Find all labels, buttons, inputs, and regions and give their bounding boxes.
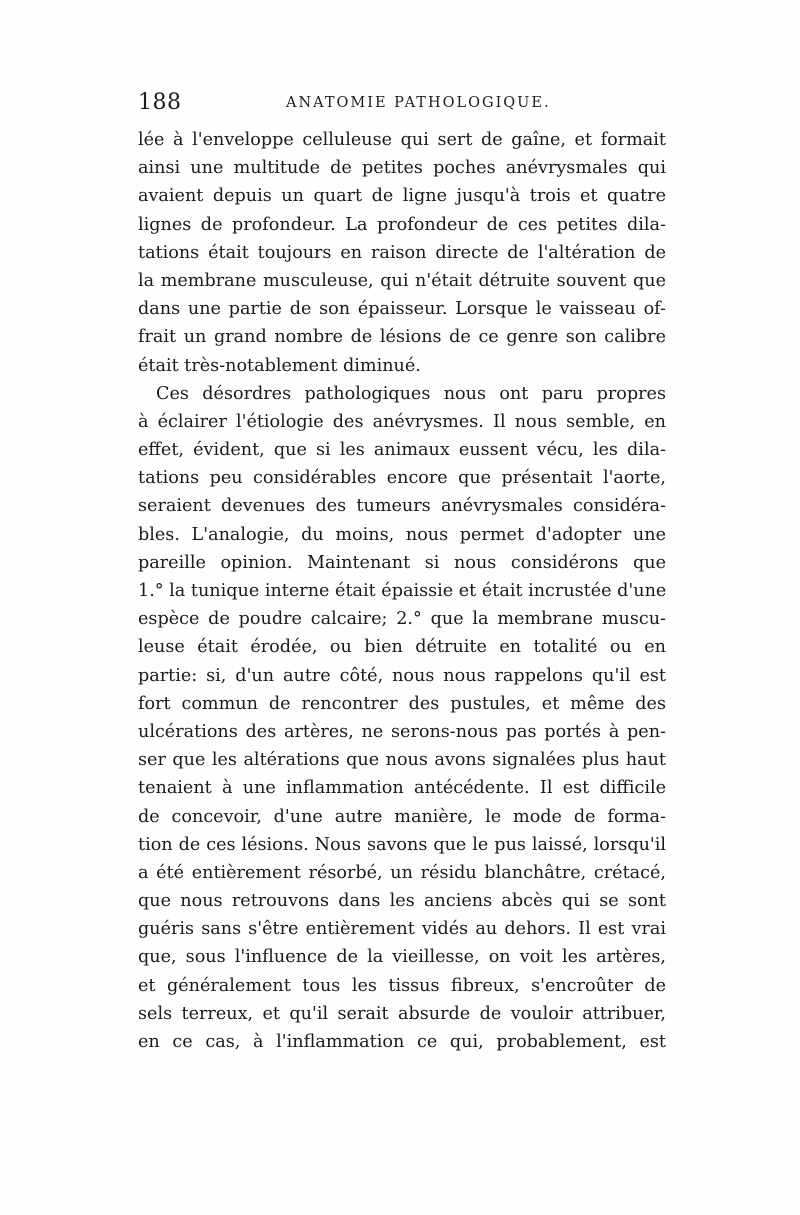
page-number: 188 xyxy=(138,90,182,115)
text-line: à éclairer l'étiologie des anévrysmes. Il nous semble, en xyxy=(138,411,666,432)
text-line: a été entièrement résorbé, un résidu blanchâtre, crétacé, xyxy=(138,862,666,883)
page-header xyxy=(138,90,668,126)
text-line: tion de ces lésions. Nous savons que le pus laissé, lorsqu'il xyxy=(138,834,666,855)
text-line: fort commun de rencontrer des pustules, et même des xyxy=(138,693,666,714)
text-line-paragraph-start: Ces désordres pathologiques nous ont paru propres xyxy=(156,383,666,404)
text-line: avaient depuis un quart de ligne jusqu'à trois et quatre xyxy=(138,186,666,207)
text-line: dans une partie de son épaisseur. Lorsque le vaisseau of- xyxy=(138,299,666,320)
text-line: ulcérations des artères, ne serons-nous pas portés à pen- xyxy=(138,721,666,742)
text-line: tenaient à une inflammation antécédente. Il est difficile xyxy=(138,778,666,799)
text-line: de concevoir, d'une autre manière, le mode de forma- xyxy=(138,806,666,827)
text-line: guéris sans s'être entièrement vidés au dehors. Il est vrai xyxy=(138,919,666,940)
text-line: que, sous l'influence de la vieillesse, on voit les artères, xyxy=(138,947,666,968)
text-line: effet, évident, que si les animaux eussent vécu, les dila- xyxy=(138,440,666,461)
text-line: 1.° la tunique interne était épaissie et était incrustée d'une xyxy=(138,581,667,601)
text-line: frait un grand nombre de lésions de ce genre son calibre xyxy=(138,327,666,348)
text-line: pareille opinion. Maintenant si nous considérons que xyxy=(138,552,666,573)
text-line: la membrane musculeuse, qui n'était détruite souvent que xyxy=(138,270,666,291)
text-line: tations était toujours en raison directe de l'altération de xyxy=(138,242,666,263)
text-line: et généralement tous les tissus fibreux, s'encroûter de xyxy=(138,975,666,996)
text-line: lignes de profondeur. La profondeur de ces petites dila- xyxy=(138,214,666,235)
text-line: ser que les altérations que nous avons signalées plus haut xyxy=(138,750,666,771)
text-line: ainsi une multitude de petites poches anévrysmales qui xyxy=(138,158,666,179)
text-line: sels terreux, et qu'il serait absurde de vouloir attribuer, xyxy=(138,1003,666,1024)
text-line: tations peu considérables encore que présentait l'aorte, xyxy=(138,468,666,489)
text-line: espèce de poudre calcaire; 2.° que la membrane muscu- xyxy=(138,609,666,630)
running-head: ANATOMIE PATHOLOGIQUE. xyxy=(286,95,551,111)
text-line: partie: si, d'un autre côté, nous nous rappelons qu'il est xyxy=(138,665,666,686)
text-line: bles. L'analogie, du moins, nous permet d'adopter une xyxy=(138,524,666,545)
text-line: leuse était érodée, ou bien détruite en totalité ou en xyxy=(138,637,666,658)
text-line: lée à l'enveloppe celluleuse qui sert de gaîne, et formait xyxy=(138,130,666,150)
text-line: que nous retrouvons dans les anciens abcès qui se sont xyxy=(138,891,666,912)
text-line-paragraph-end: était très-notablement diminué. xyxy=(138,355,421,376)
text-line: en ce cas, à l'inflammation ce qui, probablement, est xyxy=(138,1032,666,1052)
body-text xyxy=(138,126,666,1056)
text-line: seraient devenues des tumeurs anévrysmales considéra- xyxy=(138,496,666,517)
